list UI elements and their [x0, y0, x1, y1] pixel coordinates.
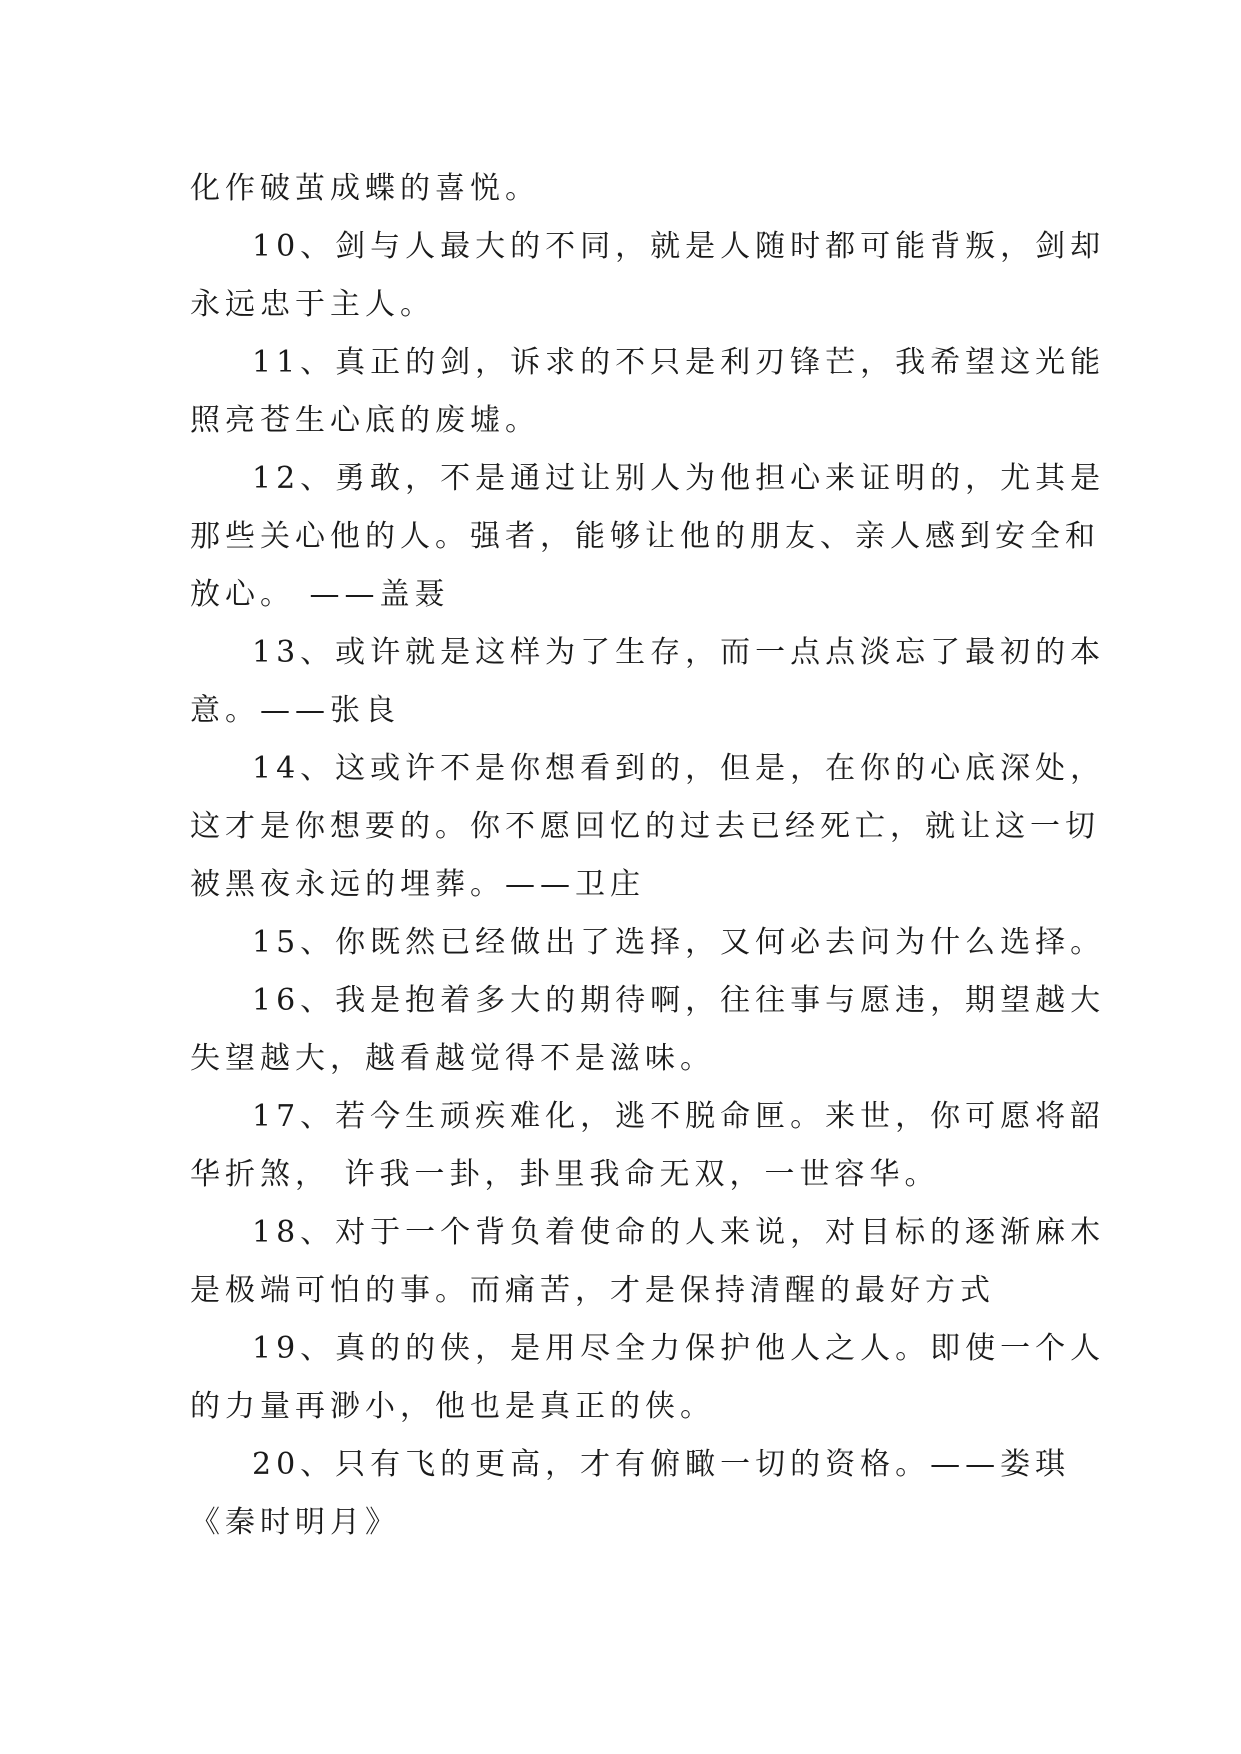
text-line: 华折煞， 许我一卦，卦里我命无双，一世容华。 — [190, 1157, 940, 1192]
text-line: 19、真的的侠，是用尽全力保护他人之人。即使一个人 — [252, 1331, 1106, 1366]
text-line: 20、只有飞的更高，才有俯瞰一切的资格。——娄琪 — [252, 1447, 1071, 1482]
text-line: 的力量再渺小，他也是真正的侠。 — [190, 1389, 715, 1424]
text-line: 16、我是抱着多大的期待啊，往往事与愿违，期望越大 — [252, 983, 1106, 1018]
quote-paragraph-11 — [190, 334, 1106, 450]
text-line: 照亮苍生心底的废墟。 — [190, 403, 540, 438]
text-line: 放心。 ——盖聂 — [190, 577, 450, 612]
quote-paragraph-20 — [190, 1436, 1071, 1552]
text-line: 18、对于一个背负着使命的人来说，对目标的逐渐麻木 — [252, 1215, 1106, 1250]
quote-paragraph-12 — [190, 450, 1106, 624]
text-line: 意。——张良 — [190, 693, 400, 728]
text-line: 失望越大，越看越觉得不是滋味。 — [190, 1041, 715, 1076]
text-line: 被黑夜永远的埋葬。——卫庄 — [190, 867, 645, 902]
quote-paragraph-13 — [190, 624, 1106, 740]
quote-paragraph-10 — [190, 218, 1106, 334]
text-line: 15、你既然已经做出了选择，又何必去问为什么选择。 — [252, 925, 1106, 960]
text-line: 那些关心他的人。强者，能够让他的朋友、亲人感到安全和 — [190, 519, 1100, 554]
quote-paragraph-14 — [190, 740, 1106, 914]
document-body — [190, 160, 1106, 1552]
text-line: 是极端可怕的事。而痛苦，才是保持清醒的最好方式 — [190, 1273, 995, 1308]
text-line: 这才是你想要的。你不愿回忆的过去已经死亡，就让这一切 — [190, 809, 1100, 844]
quote-paragraph-15 — [190, 914, 1106, 972]
text-line: 14、这或许不是你想看到的，但是，在你的心底深处， — [252, 751, 1106, 786]
text-line: 13、或许就是这样为了生存，而一点点淡忘了最初的本 — [252, 635, 1106, 670]
quote-paragraph-16 — [190, 972, 1106, 1088]
text-line: 17、若今生顽疾难化，逃不脱命匣。来世，你可愿将韶 — [252, 1099, 1106, 1134]
quote-paragraph-19 — [190, 1320, 1106, 1436]
text-line: 10、剑与人最大的不同，就是人随时都可能背叛，剑却 — [252, 229, 1106, 264]
quote-paragraph-18 — [190, 1204, 1106, 1320]
text-line: 11、真正的剑，诉求的不只是利刃锋芒，我希望这光能 — [252, 345, 1106, 380]
text-line: 12、勇敢，不是通过让别人为他担心来证明的，尤其是 — [252, 461, 1106, 496]
paragraph-continued — [190, 160, 1060, 218]
text-line: 永远忠于主人。 — [190, 287, 435, 322]
quote-paragraph-17 — [190, 1088, 1106, 1204]
text-line: 《秦时明月》 — [190, 1505, 400, 1540]
text-line: 化作破茧成蝶的喜悦。 — [190, 171, 540, 206]
